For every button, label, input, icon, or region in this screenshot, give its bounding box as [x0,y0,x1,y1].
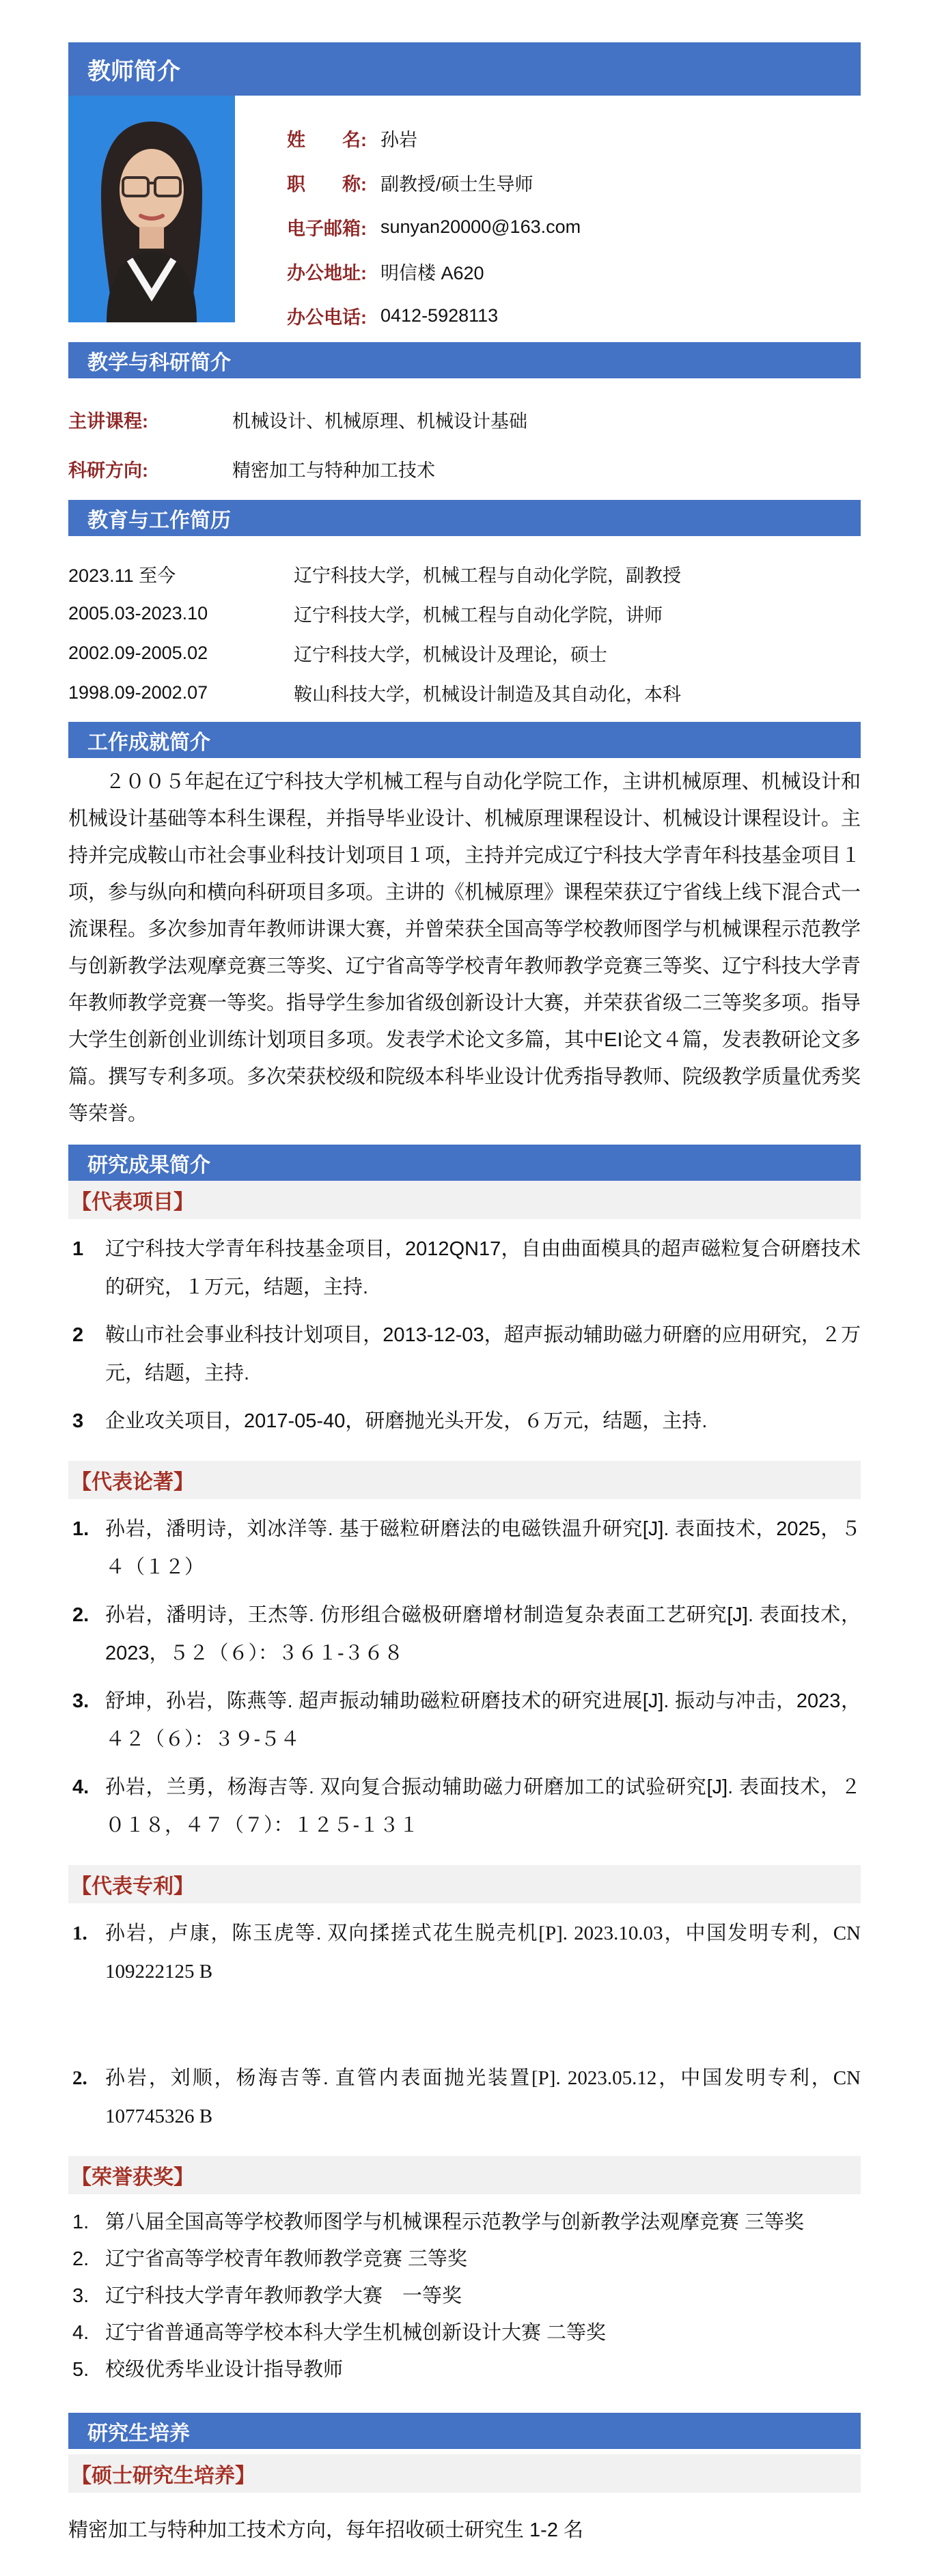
honor-text: 辽宁科技大学青年教师教学大赛 一等奖 [105,2285,462,2307]
honor-text: 第八届全国高等学校教师图学与机械课程示范教学与创新教学法观摩竞赛 三等奖 [105,2211,805,2233]
profile-field-email [287,205,581,249]
paper-text: 孙岩，潘明诗，王杰等. 仿形组合磁极研磨增材制造复杂表面工艺研究[J]. 表面技术，2023，５２（６）：３６１-３６８ [105,1604,861,1664]
history-detail: 辽宁科技大学，机械工程与自动化学院，副教授 [294,565,681,586]
master-training-heading: 【硕士研究生培养】 [71,2465,255,2487]
paper-item [68,1682,861,1759]
project-number: 2 [72,1324,84,1346]
history-period: 2023.11 至今 [68,565,176,586]
honor-number: 1. [72,2211,89,2233]
section-banner-history [68,500,861,536]
patents-list [68,1903,861,2156]
teaching-block [68,378,861,500]
history-row [68,554,861,593]
office-value: 明信楼 A620 [380,263,484,283]
section-title-research: 研究成果简介 [87,1153,210,1177]
history-row [68,633,861,673]
honor-item [68,2242,861,2276]
profile-field-phone [287,294,581,338]
paper-item [68,1596,861,1672]
honor-text: 辽宁省普通高等学校本科大学生机械创新设计大赛 二等奖 [105,2322,607,2344]
profile-field-name [287,116,581,160]
papers-list [68,1499,861,1865]
paper-item [68,1768,861,1845]
projects-list [68,1219,861,1461]
graduate-recruiting-text: 精密加工与特种加工技术方向，每年招收硕士研究生 1-2 名 [68,2519,584,2541]
patent-number: 1. [72,1922,87,1944]
teacher-photo [68,96,235,322]
project-item [68,1316,861,1392]
section-banner-teaching [68,342,861,378]
name-value: 孙岩 [380,130,417,150]
project-item [68,1402,861,1440]
research-direction-label: 科研方向: [68,460,148,481]
subheading-patents [68,1865,861,1903]
honor-number: 3. [72,2285,89,2307]
honor-item [68,2205,861,2239]
paper-number: 1. [72,1518,89,1540]
honors-list [68,2194,861,2400]
honors-heading: 【荣誉获奖】 [71,2166,194,2189]
paper-text: 舒坤，孙岩，陈燕等. 超声振动辅助磁粒研磨技术的研究进展[J]. 振动与冲击，2023，４２（６）：３９-５４ [105,1690,861,1750]
honor-item [68,2353,861,2387]
title-label: 职 称: [287,174,367,195]
paper-number: 3. [72,1690,89,1712]
achievement-paragraph: ２００５年起在辽宁科技大学机械工程与自动化学院工作，主讲机械原理、机械设计和机械设计基础等本科生课程，并指导毕业设计、机械原理课程设计、机械设计课程设计。主持并完成鞍山市社会事业科技计划项目１项，主持并完成辽宁科技大学青年科技基金项目１项，参与纵向和横向科研项目多项。主讲的《机械原理》课程荣获辽宁省线上线下混合式一流课程。多次参加青年教师讲课大赛，并曾荣获全国高等学校教师图学与机械课程示范教学与创新教学法观摩竞赛三等奖、辽宁省高等学校青年教师教学竞赛三等奖、辽宁科技大学青年教师教学竞赛一等奖。指导学生参加省级创新设计大赛，并荣获省级二三等奖多项。指导大学生创新创业训练计划项目多项。发表学术论文多篇，其中EI论文４篇，发表教研论文多篇。撰写专利多项。多次荣获校级和院级本科毕业设计优秀指导教师、院级教学质量优秀奖等荣誉。 [68,771,861,1125]
honor-text: 辽宁省高等学校青年教师教学竞赛 三等奖 [105,2248,468,2270]
phone-value: 0412-5928113 [380,305,499,326]
papers-heading: 【代表论著】 [71,1471,194,1494]
patent-number: 2. [72,2067,87,2089]
honor-number: 4. [72,2322,89,2344]
paper-text: 孙岩，潘明诗，刘冰洋等. 基于磁粒研磨法的电磁铁温升研究[J]. 表面技术，2025，５４（１２） [105,1518,861,1578]
patent-text: 孙岩，卢康，陈玉虎等. 双向揉搓式花生脱壳机[P]. 2023.10.03，中国发明专利，CN 109222125 B [105,1922,861,1983]
profile-block [68,96,861,338]
history-detail: 鞍山科技大学，机械设计制造及其自动化，本科 [294,684,681,705]
email-value: sunyan20000@163.com [380,216,581,237]
history-block [68,536,861,722]
history-period: 1998.09-2002.07 [68,682,208,703]
paper-item [68,1510,861,1586]
name-label: 姓 名: [287,130,367,150]
section-banner-achievement [68,722,861,758]
honor-number: 5. [72,2359,89,2381]
project-text: 辽宁科技大学青年科技基金项目，2012QN17，自由曲面模具的超声磁粒复合研磨技术的研究，１万元，结题，主持. [105,1238,861,1298]
patents-heading: 【代表专利】 [71,1875,194,1898]
history-period: 2002.09-2005.02 [68,642,208,663]
phone-label: 办公电话: [287,307,367,328]
section-banner-profile [68,42,861,96]
subheading-papers [68,1461,861,1499]
patent-item [68,2059,861,2136]
history-detail: 辽宁科技大学，机械工程与自动化学院，讲师 [294,604,663,626]
patent-item [68,1914,861,1991]
email-label: 电子邮箱: [287,219,367,239]
history-row [68,593,861,633]
teaching-row-research-direction [68,444,861,493]
patent-text: 孙岩，刘顺，杨海吉等. 直管内表面抛光装置[P]. 2023.05.12，中国发明专利，CN 107745326 B [105,2067,861,2127]
honor-item [68,2279,861,2313]
history-row [68,673,861,712]
office-label: 办公地址: [287,263,367,283]
profile-field-title [287,160,581,205]
project-item [68,1230,861,1306]
title-value: 副教授/硕士生导师 [380,174,533,195]
content-column [68,42,861,2549]
history-period: 2005.03-2023.10 [68,602,208,624]
section-banner-research [68,1145,861,1181]
projects-heading: 【代表项目】 [71,1191,194,1214]
history-detail: 辽宁科技大学，机械设计及理论，硕士 [294,644,607,665]
subheading-projects [68,1181,861,1219]
paper-number: 2. [72,1604,89,1626]
section-title-graduate: 研究生培养 [87,2422,190,2445]
section-title-profile: 教师简介 [87,58,180,85]
profile-field-office [287,249,581,294]
section-title-achievement: 工作成就简介 [87,731,210,754]
project-number: 1 [72,1238,84,1260]
honor-number: 2. [72,2248,89,2270]
paper-number: 4. [72,1776,89,1798]
honor-text: 校级优秀毕业设计指导教师 [105,2359,344,2381]
section-title-teaching: 教学与科研简介 [87,351,231,374]
subheading-honors [68,2156,861,2194]
section-banner-graduate [68,2413,861,2449]
paper-text: 孙岩，兰勇，杨海吉等. 双向复合振动辅助磁力研磨加工的试验研究[J]. 表面技术，２０１８，４７（７）：１２５-１３１ [105,1776,861,1836]
project-text: 鞍山市社会事业科技计划项目，2013-12-03，超声振动辅助磁力研磨的应用研究，２万元，结题，主持. [105,1324,861,1384]
profile-info [287,96,581,338]
courses-value: 机械设计、机械原理、机械设计基础 [232,410,527,432]
research-direction-value: 精密加工与特种加工技术 [232,460,435,481]
teaching-row-courses [68,395,861,444]
project-number: 3 [72,1410,84,1432]
subheading-master-training [68,2454,861,2493]
courses-label: 主讲课程: [68,410,148,432]
project-text: 企业攻关项目，2017-05-40，研磨抛光头开发，６万元，结题，主持. [105,1410,708,1432]
section-title-history: 教育与工作简历 [87,509,231,532]
honor-item [68,2316,861,2350]
teacher-photo-illustration [68,96,235,322]
